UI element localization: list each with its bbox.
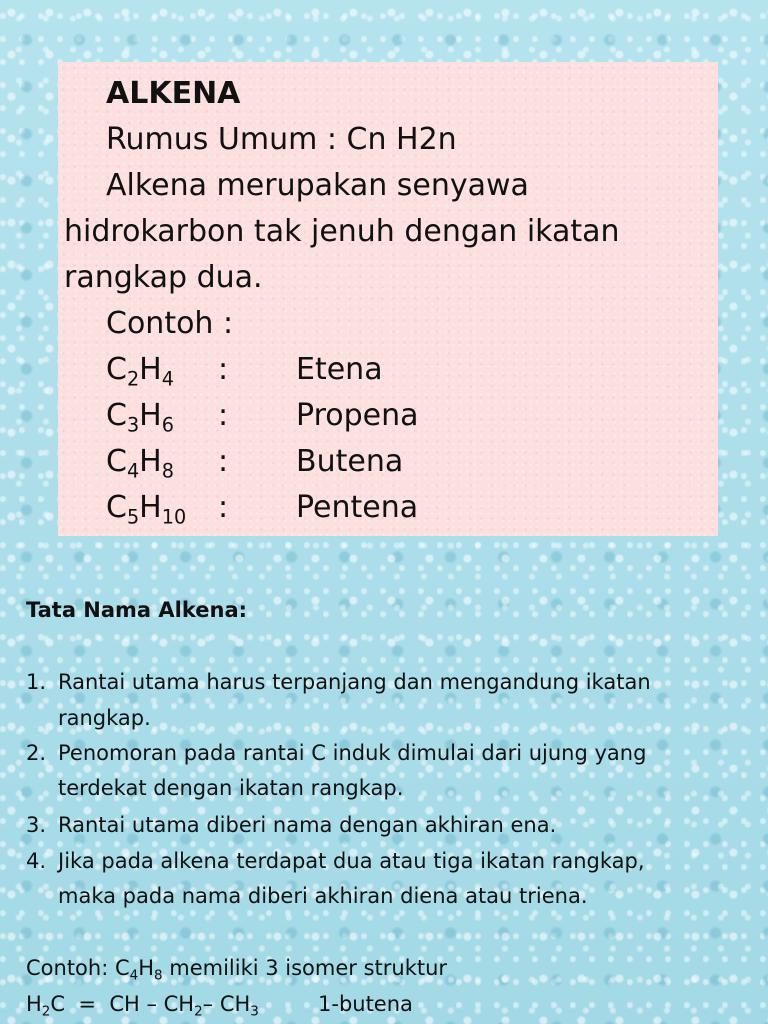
rule-item — [26, 666, 651, 698]
description-line-3: rangkap dua. — [64, 260, 263, 295]
isomer-name: 1-butena — [318, 992, 413, 1016]
naming-heading: Tata Nama Alkena: — [26, 598, 248, 622]
rule-continuation: terdekat dengan ikatan rangkap. — [58, 776, 404, 800]
rule-text: Rantai utama diberi nama dengan akhiran ena. — [58, 813, 557, 837]
rule-text: Rantai utama harus terpanjang dan mengandung ikatan — [58, 670, 651, 694]
description-line-2: hidrokarbon tak jenuh dengan ikatan — [64, 214, 620, 249]
rule-number: 2. — [26, 741, 47, 765]
example-formula: $C_4H_8$ — [106, 444, 174, 483]
rule-item — [26, 845, 645, 877]
rule-number: 1. — [26, 670, 47, 694]
example-name: Propena — [296, 398, 419, 433]
rule-item — [26, 737, 646, 769]
example-separator: : — [218, 352, 229, 387]
general-formula: Rumus Umum : Cn H2n — [106, 122, 457, 157]
example-name: Pentena — [296, 490, 419, 525]
example-name: Etena — [296, 352, 383, 387]
example-formula: $C_5H_{10}$ — [106, 490, 187, 529]
isomer-structure: $H_2C$ = CH – $CH_2-$ $CH_3$ — [26, 992, 259, 1020]
example-name: Butena — [296, 444, 404, 479]
description-line-1: Alkena merupakan senyawa — [106, 168, 529, 203]
examples-label: Contoh : — [106, 306, 234, 341]
example-formula: $C_2H_4$ — [106, 352, 174, 391]
example-separator: : — [218, 398, 229, 433]
rule-text: Penomoran pada rantai C induk dimulai dari ujung yang — [58, 741, 647, 765]
rule-text: Jika pada alkena terdapat dua atau tiga ikatan rangkap, — [58, 849, 645, 873]
example-formula: $C_3H_6$ — [106, 398, 174, 437]
rule-continuation: rangkap. — [58, 706, 151, 730]
rule-continuation: maka pada nama diberi akhiran diena atau triena. — [58, 884, 588, 908]
box-title: ALKENA — [106, 76, 241, 111]
rule-item — [26, 809, 556, 841]
example-separator: : — [218, 490, 229, 525]
rule-number: 3. — [26, 813, 47, 837]
rule-number: 4. — [26, 849, 47, 873]
example-separator: : — [218, 444, 229, 479]
isomer-intro: Contoh: $C_4H_8$ memiliki 3 isomer struktur — [26, 956, 448, 984]
